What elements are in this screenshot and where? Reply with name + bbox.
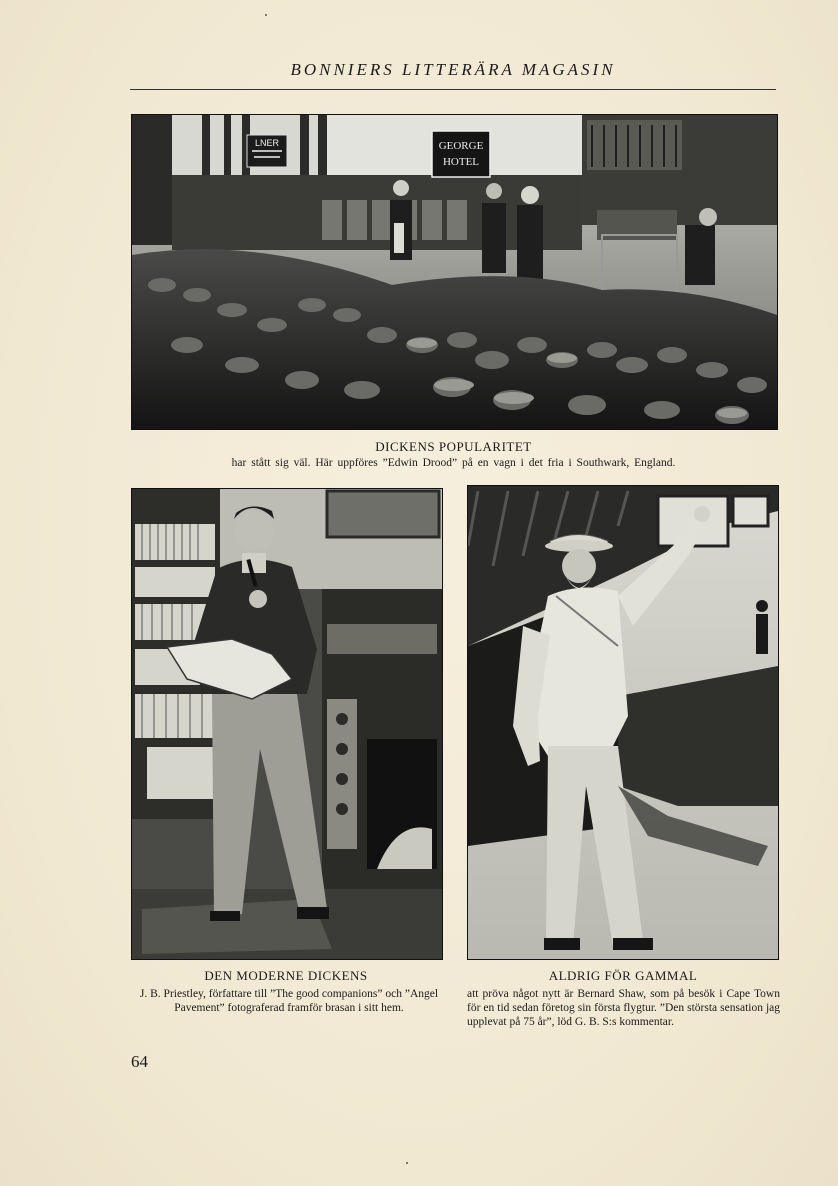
page-number: 64 bbox=[131, 1052, 148, 1071]
left-caption-title: DEN MODERNE DICKENS bbox=[204, 968, 368, 983]
hotel-sign-line2: HOTEL bbox=[442, 156, 480, 168]
top-caption-title: DICKENS POPULARITET bbox=[375, 439, 532, 454]
header-rule bbox=[130, 89, 776, 90]
hotel-sign-line1: GEORGE bbox=[438, 140, 484, 152]
shaw-image bbox=[468, 486, 778, 959]
top-caption-body: har stått sig väl. Här uppföres ”Edwin Drood” på en vagn i det fria i Southwark, England. bbox=[231, 457, 676, 469]
shaw-photo bbox=[467, 485, 779, 960]
right-caption-title: ALDRIG FÖR GAMMAL bbox=[548, 968, 698, 983]
left-caption-body: J. B. Priestley, författare till ”The good companions” och ”Angel Pavement” fotograferad framför brasan i sitt hem. bbox=[139, 988, 439, 1014]
priestley-image bbox=[132, 489, 442, 959]
right-caption-body: att pröva något nytt är Bernard Shaw, som på besök i Cape Town för en tid sedan företog sin första flygtur. ”Den största sensation jag upplevat på 75 år”, löd G. B. S:s kommentar. bbox=[467, 988, 780, 1028]
lner-sign: LNER bbox=[254, 138, 280, 148]
street-theatre-image bbox=[132, 115, 777, 429]
speck bbox=[406, 1162, 408, 1164]
priestley-photo bbox=[131, 488, 443, 960]
street-theatre-photo bbox=[131, 114, 778, 430]
running-header: BONNIERS LITTERÄRA MAGASIN bbox=[290, 60, 616, 79]
speck bbox=[265, 14, 267, 16]
